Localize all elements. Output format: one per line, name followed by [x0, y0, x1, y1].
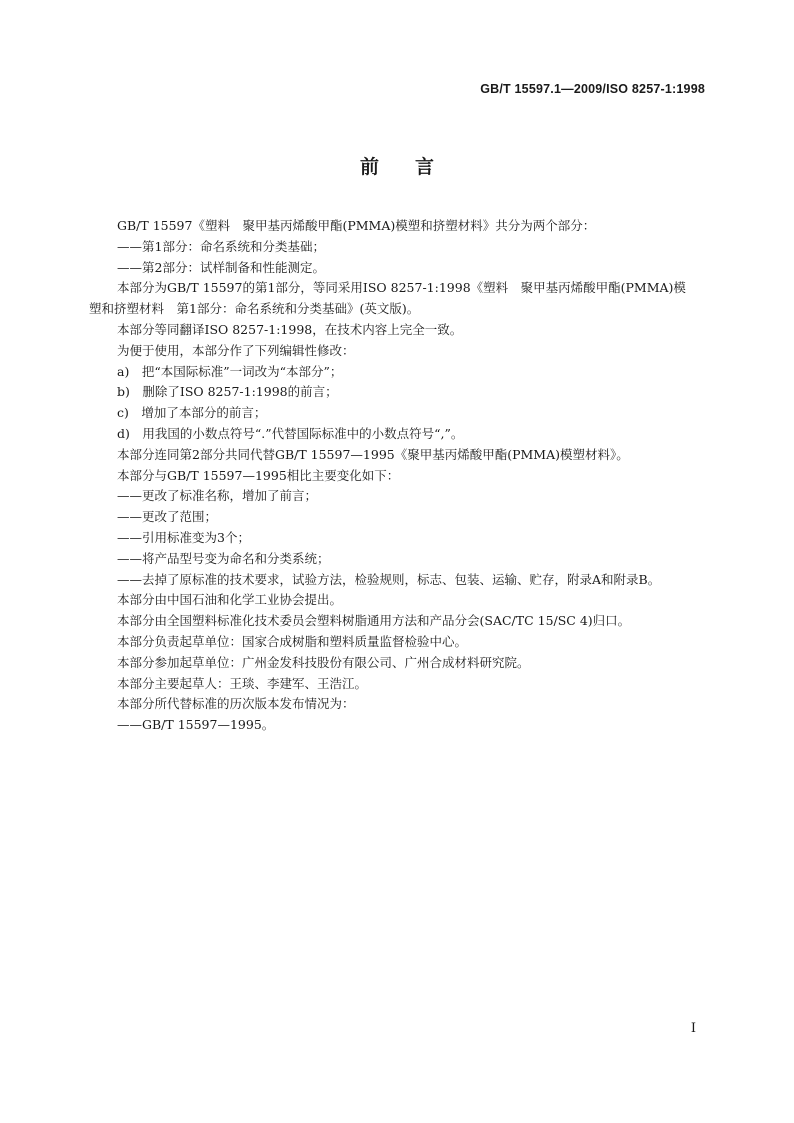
paragraph-centralized: 本部分由全国塑料标准化技术委员会塑料树脂通用方法和产品分会(SAC/TC 15/SC 4)归口。	[117, 613, 631, 629]
list-item-change-d: d) 用我国的小数点符号“.”代替国际标准中的小数点符号“,”。	[117, 425, 464, 441]
list-item-part2: ——第2部分：试样制备和性能测定。	[117, 259, 325, 275]
list-item-change-a: a) 把“本国际标准”一词改为“本部分”；	[117, 363, 343, 379]
standard-number-header: GB/T 15597.1—2009/ISO 8257-1:1998	[480, 82, 705, 96]
paragraph-translation: 本部分等同翻译ISO 8257-1:1998，在技术内容上完全一致。	[117, 321, 463, 337]
list-item-main-change-5: ——去掉了原标准的技术要求，试验方法，检验规则，标志、包装、运输、贮存，附录A和附录B。	[117, 571, 661, 587]
page-title: 前言	[359, 156, 470, 178]
paragraph-drafters: 本部分主要起草人：王琰、李建军、王浩江。	[117, 675, 368, 691]
page-number: I	[690, 1021, 696, 1036]
list-item-main-change-3: ——引用标准变为3个；	[117, 529, 250, 545]
list-item-main-change-4: ——将产品型号变为命名和分类系统；	[117, 550, 330, 566]
list-item-change-b: b) 删除了ISO 8257-1:1998的前言；	[117, 384, 338, 400]
paragraph-adoption: 本部分为GB/T 15597的第1部分，等同采用ISO 8257-1:1998《塑料 聚甲基丙烯酸甲酯(PMMA)模	[117, 280, 686, 296]
foreword-body	[89, 216, 709, 736]
paragraph-adoption-continued: 塑和挤塑材料 第1部分：命名系统和分类基础》(英文版)。	[89, 301, 420, 317]
paragraph-participating-units: 本部分参加起草单位：广州金发科技股份有限公司、广州合成材料研究院。	[117, 654, 530, 670]
list-item-main-change-2: ——更改了范围；	[117, 509, 218, 525]
paragraph-part-overview: GB/T 15597《塑料 聚甲基丙烯酸甲酯(PMMA)模塑和挤塑材料》共分为两个部分：	[117, 218, 596, 233]
list-item-change-c: c) 增加了本部分的前言；	[117, 405, 267, 421]
list-item-main-change-1: ——更改了标准名称，增加了前言；	[117, 488, 318, 504]
paragraph-drafting-unit: 本部分负责起草单位：国家合成树脂和塑料质量监督检验中心。	[117, 633, 468, 649]
paragraph-history: 本部分所代替标准的历次版本发布情况为：	[117, 696, 355, 712]
paragraph-replacement: 本部分连同第2部分共同代替GB/T 15597—1995《聚甲基丙烯酸甲酯(PMMA)模塑材料》。	[117, 446, 629, 462]
paragraph-editorial-changes: 为便于使用，本部分作了下列编辑性修改：	[117, 342, 355, 358]
paragraph-proposer: 本部分由中国石油和化学工业协会提出。	[117, 592, 343, 608]
paragraph-main-changes: 本部分与GB/T 15597—1995相比主要变化如下：	[117, 467, 400, 483]
list-item-part1: ——第1部分：命名系统和分类基础；	[117, 238, 325, 254]
list-item-history-1: ——GB/T 15597—1995。	[117, 717, 275, 733]
